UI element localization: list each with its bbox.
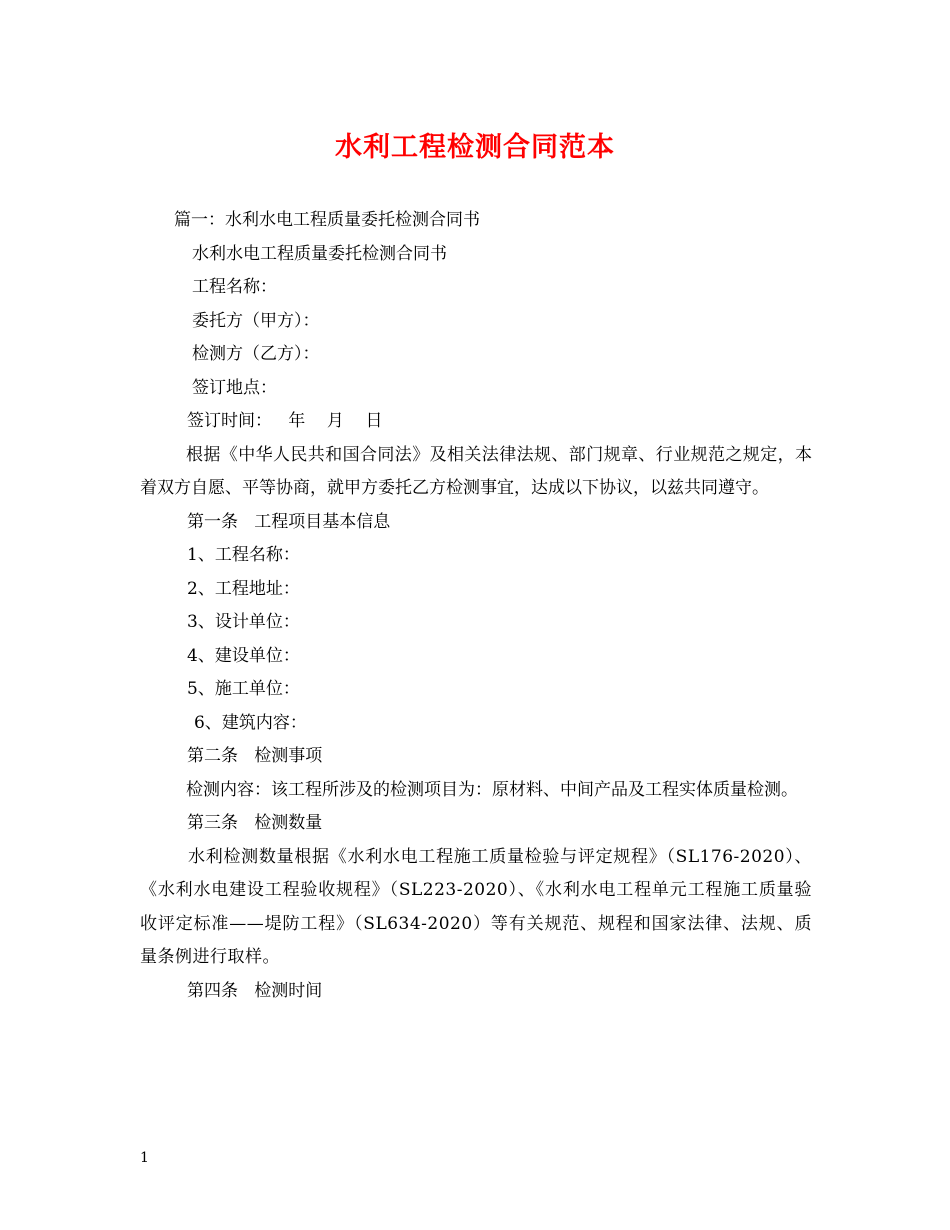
article3-content: 水利检测数量根据《水利水电工程施工质量检验与评定规程》（SL176-2020）、《水利水电建设工程验收规程》（SL223-2020）、《水利水电工程单元工程施工质量验收评定标准——堤防工程》（SL634-2020）等有关规范、规程和国家法律、法规、质量条例进行取样。 (140, 846, 812, 967)
article1-item: 4、建设单位： (187, 645, 300, 666)
field-client: 委托方（甲方）： (192, 310, 320, 331)
article2-content: 检测内容：该工程所涉及的检测项目为：原材料、中间产品及工程实体质量检测。 (186, 779, 798, 800)
article1-item: 2、工程地址： (187, 578, 300, 599)
contract-title: 水利水电工程质量委托检测合同书 (192, 243, 447, 264)
field-project-name: 工程名称： (192, 277, 277, 297)
article1-item: 6、建筑内容： (194, 712, 307, 733)
article1-item: 5、施工单位： (187, 679, 300, 699)
article4-heading: 第四条 检测时间 (187, 980, 323, 1001)
article1-heading: 第一条 工程项目基本信息 (187, 511, 391, 532)
document-body (140, 204, 812, 1008)
article3-heading: 第三条 检测数量 (187, 813, 323, 833)
document-title: 水利工程检测合同范本 (335, 132, 615, 163)
field-inspector: 检测方（乙方）： (192, 344, 320, 364)
field-signing-time: 签订时间： 年 月 日 (187, 411, 383, 431)
section-heading: 篇一：水利水电工程质量委托检测合同书 (174, 210, 480, 230)
preamble-paragraph: 根据《中华人民共和国合同法》及相关法律法规、部门规章、行业规范之规定，本着双方自愿、平等协商，就甲方委托乙方检测事宜，达成以下协议，以兹共同遵守。 (140, 444, 812, 498)
field-signing-place: 签订地点： (192, 377, 277, 398)
article1-item: 3、设计单位： (187, 612, 300, 632)
page-number: 1 (140, 1150, 149, 1166)
article2-heading: 第二条 检测事项 (187, 746, 323, 766)
article1-item: 1、工程名称： (187, 545, 300, 565)
